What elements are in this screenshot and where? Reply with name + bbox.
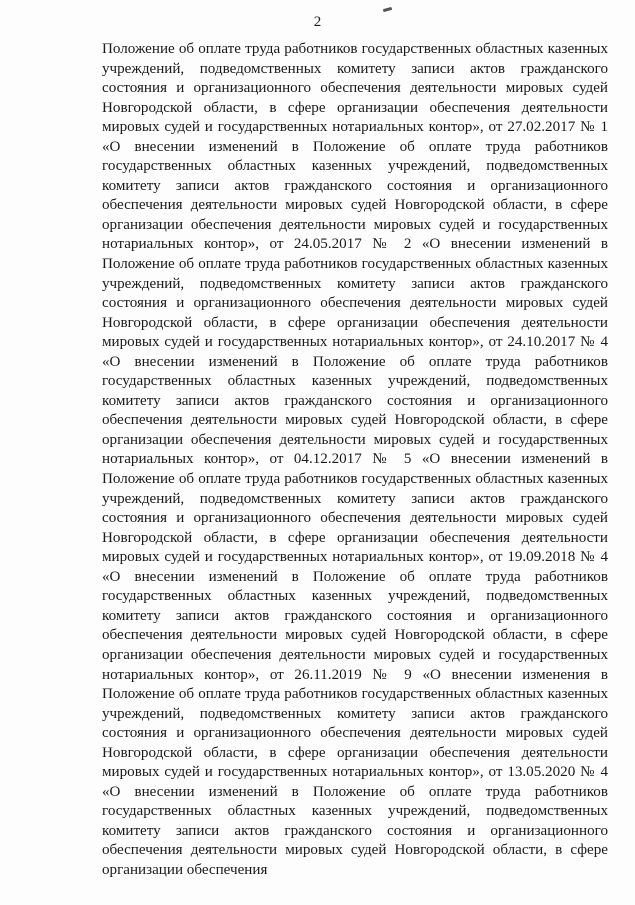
- scan-mark: [383, 7, 392, 12]
- body-paragraph: Положение об оплате труда работников государственных областных казенных учреждений, подведомственных комитету записи актов гражданского состояния и организационного обеспечения деятельности мировых судей Новгородской области, в сфере организации обеспечения деятельности мировых судей и государственных нотариальных контор», от 27.02.2017 № 1 «О внесении изменений в Положение об оплате труда работников государственных областных казенных учреждений, подведомственных комитету записи актов гражданского состояния и организационного обеспечения деятельности мировых судей Новгородской области, в сфере организации обеспечения деятельности мировых судей и государственных нотариальных контор», от 24.05.2017 № 2 «О внесении изменений в Положение об оплате труда работников государственных областных казенных учреждений, подведомственных комитету записи актов гражданского состояния и организационного обеспечения деятельности мировых судей Новгородской области, в сфере организации обеспечения деятельности мировых судей и государственных нотариальных контор», от 24.10.2017 № 4 «О внесении изменений в Положение об оплате труда работников государственных областных казенных учреждений, подведомственных комитету записи актов гражданского состояния и организационного обеспечения деятельности мировых судей Новгородской области, в сфере организации обеспечения деятельности мировых судей и государственных нотариальных контор», от 04.12.2017 № 5 «О внесении изменений в Положение об оплате труда работников государственных областных казенных учреждений, подведомственных комитету записи актов гражданского состояния и организационного обеспечения деятельности мировых судей Новгородской области, в сфере организации обеспечения деятельности мировых судей и государственных нотариальных контор», от 19.09.2018 № 4 «О внесении изменений в Положение об оплате труда работников государственных областных казенных учреждений, подведомственных комитету записи актов гражданского состояния и организационного обеспечения деятельности мировых судей Новгородской области, в сфере организации обеспечения деятельности мировых судей и государственных нотариальных контор», от 26.11.2019 № 9 «О внесении изменения в Положение об оплате труда работников государственных областных казенных учреждений, подведомственных комитету записи актов гражданского состояния и организационного обеспечения деятельности мировых судей Новгородской области, в сфере организации обеспечения деятельности мировых судей и государственных нотариальных контор», от 13.05.2020 № 4 «О внесении изменений в Положение об оплате труда работников государственных областных казенных учреждений, подведомственных комитету записи актов гражданского состояния и организационного обеспечения деятельности мировых судей Новгородской области, в сфере организации обеспечения: [102, 41, 608, 878]
- page-number: 2: [313, 14, 322, 30]
